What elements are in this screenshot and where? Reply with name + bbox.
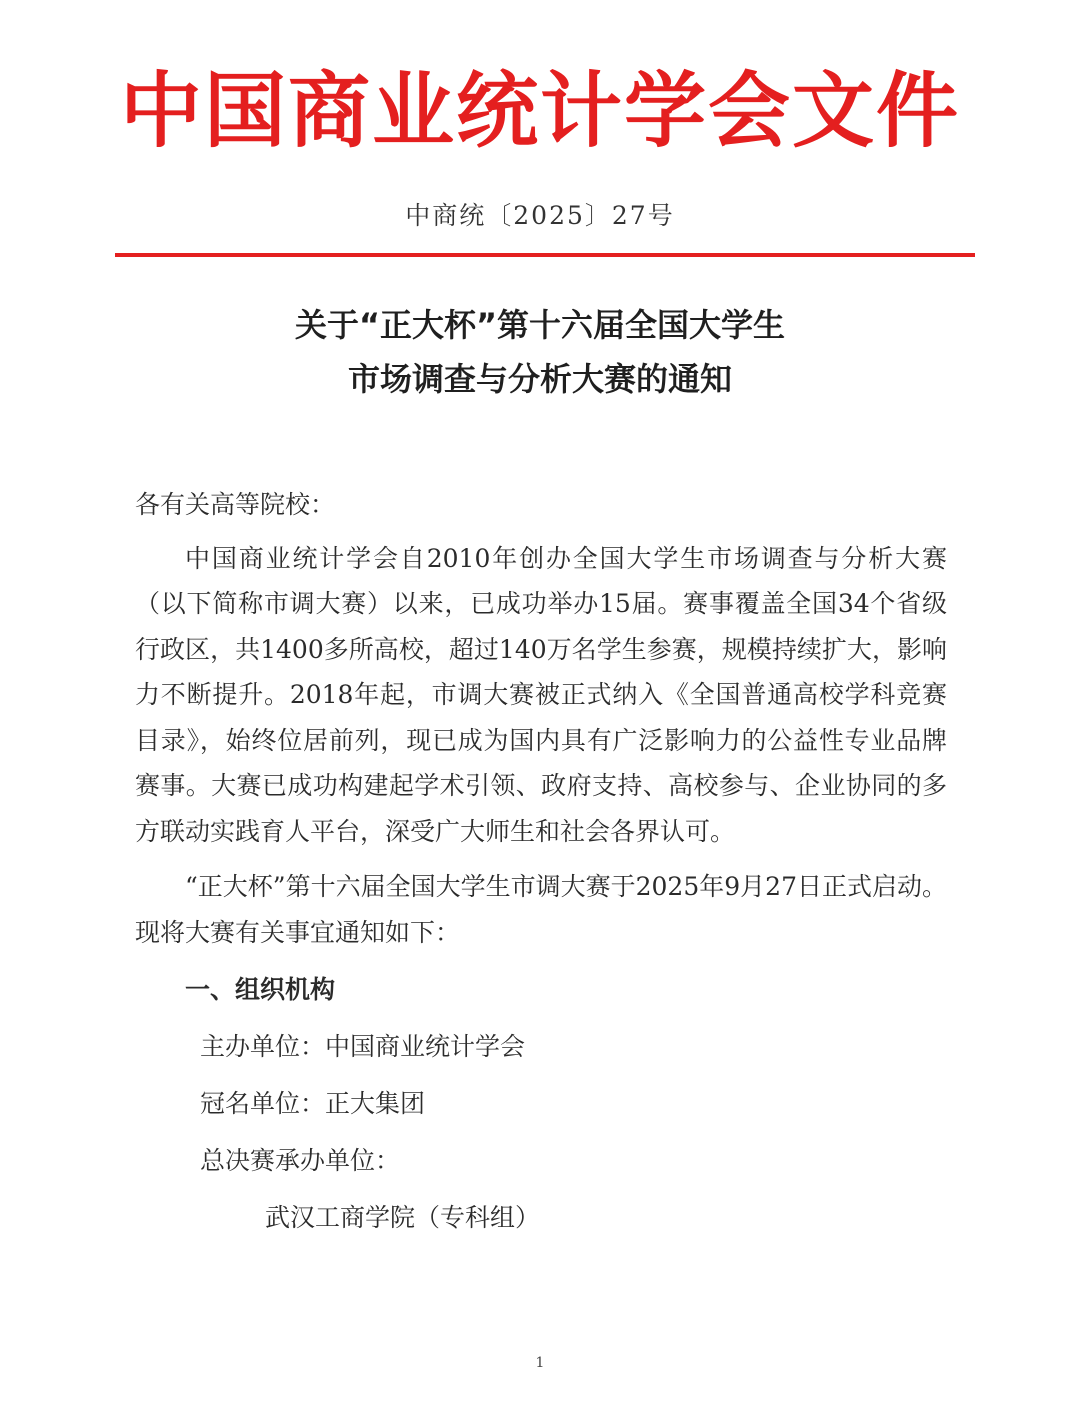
organizer-line: 主办单位：中国商业统计学会 — [200, 1032, 526, 1061]
notice-title-line-1: 关于“正大杯”第十六届全国大学生 — [294, 306, 786, 344]
title-sponsor-line: 冠名单位：正大集团 — [200, 1089, 426, 1118]
document-body — [135, 482, 947, 1242]
salutation: 各有关高等院校： — [135, 490, 336, 519]
notice-title — [0, 298, 1080, 406]
body-paragraph-intro: 中国商业统计学会自2010年创办全国大学生市场调查与分析大赛（以下简称市调大赛）以来，已成功举办15届。赛事覆盖全国34个省级行政区，共1400多所高校，超过140万名学生参赛，规模持续扩大，影响力不断提升。2018年起，市调大赛被正式纳入《全国普通高校学科竞赛目录》，始终位居前列，现已成为国内具有广泛影响力的公益性专业品牌赛事。大赛已成功构建起学术引领、政府支持、高校参与、企业协同的多方联动实践育人平台，深受广大师生和社会各界认可。 — [135, 543, 947, 846]
masthead-title: 中国商业统计学会文件 — [119, 64, 960, 159]
page-number: 1 — [535, 1355, 545, 1371]
document-number: 中商统〔2025〕27号 — [405, 201, 675, 230]
finals-host-label: 总决赛承办单位： — [200, 1146, 401, 1175]
body-paragraph-launch: “正大杯”第十六届全国大学生市调大赛于2025年9月27日正式启动。现将大赛有关事宜通知如下： — [135, 872, 947, 947]
notice-title-line-2: 市场调查与分析大赛的通知 — [347, 360, 732, 398]
section-heading-organization: 一、组织机构 — [185, 975, 336, 1004]
finals-host-item: 武汉工商学院（专科组） — [265, 1203, 541, 1232]
red-divider-line — [115, 253, 975, 257]
